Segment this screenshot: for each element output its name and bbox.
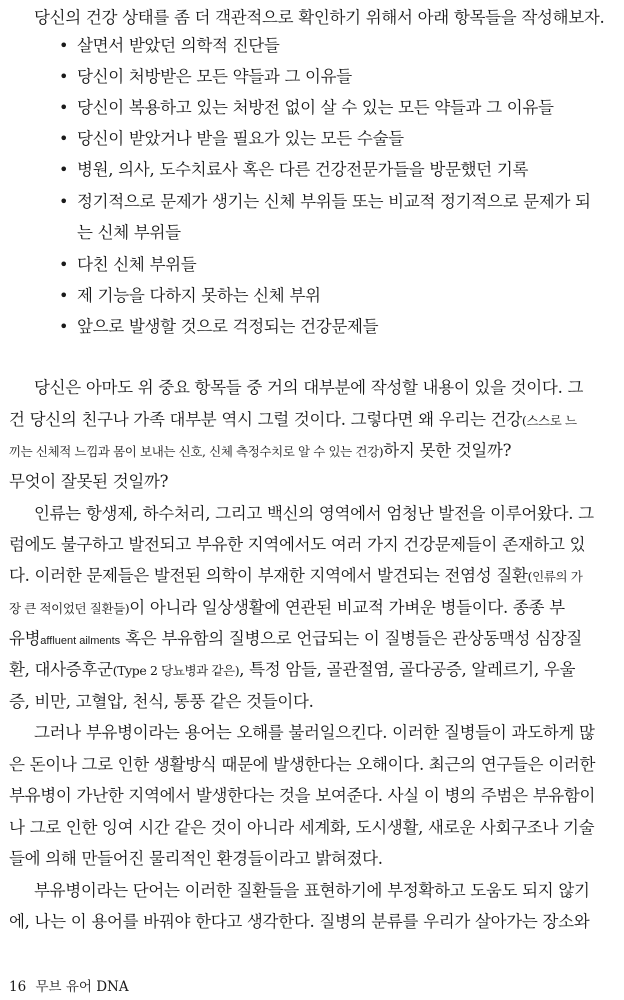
- text-run: 유병: [9, 629, 41, 648]
- paragraph-line: 당신은 아마도 위 중요 항목들 중 거의 대부분에 작성할 내용이 있을 것이다. 그: [34, 378, 584, 397]
- intro-text: 당신의 건강 상태를 좀 더 객관적으로 확인하기 위해서 아래 항목들을 작성해보자.: [34, 8, 605, 27]
- text-run: 다. 이러한 문제들은 발전된 의학이 부재한 지역에서 발견되는 전염성 질환: [9, 566, 528, 585]
- list-item-text: 앞으로 발생할 것으로 걱정되는 건강문제들: [77, 317, 379, 336]
- text-run: , 특정 암들, 골관절염, 골다공증, 알레르기, 우울: [239, 660, 576, 679]
- list-item-text: 당신이 복용하고 있는 처방전 없이 살 수 있는 모든 약들과 그 이유들: [77, 98, 554, 117]
- text-run: 환, 대사증후군: [9, 660, 113, 679]
- list-item-text: 당신이 처방받은 모든 약들과 그 이유들: [77, 67, 352, 86]
- parenthetical-note: (인류의 가: [527, 569, 583, 584]
- running-title: 무브 유어 DNA: [35, 979, 129, 995]
- text-run: 혹은 부유함의 질병으로 언급되는 이 질병들은 관상동맥성 심장질: [120, 629, 582, 648]
- bullet-marker: •: [59, 317, 69, 336]
- bullet-marker: •: [59, 286, 69, 305]
- list-item-text-continued: 는 신체 부위들: [77, 223, 181, 242]
- parenthetical-note: 끼는 신체적 느낌과 몸이 보내는 신호, 신체 측정수치로 알 수 있는 건강): [9, 444, 384, 459]
- paragraph-line: [9, 629, 582, 651]
- paragraph-line: [9, 598, 565, 619]
- paragraph-line: [9, 660, 575, 681]
- list-item-text: 살면서 받았던 의학적 진단들: [77, 36, 280, 55]
- page-footer: [9, 978, 129, 996]
- paragraph-line: 럼에도 불구하고 발전되고 부유한 지역에서도 여러 가지 건강문제들이 존재하고 있: [9, 535, 586, 554]
- bullet-marker: •: [59, 255, 69, 274]
- list-item-text: 다친 신체 부위들: [77, 255, 197, 274]
- list-item-text: 병원, 의사, 도수치료사 혹은 다른 건강전문가들을 방문했던 기록: [77, 160, 529, 179]
- paragraph-line: [9, 441, 511, 462]
- text-run: 하지 못한 것일까?: [383, 441, 512, 460]
- bullet-marker: •: [59, 129, 69, 148]
- parenthetical-note: 장 큰 적이었던 질환들): [9, 601, 130, 616]
- page-number: 16: [9, 979, 27, 995]
- bullet-marker: •: [59, 98, 69, 117]
- parenthetical-note: (Type 2 당뇨병과 같은): [112, 663, 240, 678]
- list-item-text: 제 기능을 다하지 못하는 신체 부위: [77, 286, 321, 305]
- paragraph-line: 들에 의해 만들어진 물리적인 환경들이라고 밝혀졌다.: [9, 849, 383, 868]
- bullet-marker: •: [59, 160, 69, 179]
- bullet-marker: •: [59, 192, 69, 211]
- paragraph-line: 나 그로 인한 잉여 시간 같은 것이 아니라 세계화, 도시생활, 새로운 사회구조나 기술: [9, 818, 595, 837]
- text-run: 이 아니라 일상생활에 연관된 비교적 가벼운 병들이다. 종종 부: [129, 598, 565, 617]
- paragraph-line: [9, 410, 577, 431]
- bullet-marker: •: [59, 67, 69, 86]
- paragraph-line: 부유병이 가난한 지역에서 발생한다는 것을 보여준다. 사실 이 병의 주범은 부유함이: [9, 786, 596, 805]
- english-term: affluent ailments: [40, 635, 121, 647]
- parenthetical-note: (스스로 느: [521, 413, 577, 428]
- bullet-marker: •: [59, 36, 69, 55]
- paragraph-line: 증, 비만, 고혈압, 천식, 통풍 같은 것들이다.: [9, 692, 314, 711]
- paragraph-line: 에, 나는 이 용어를 바꿔야 한다고 생각한다. 질병의 분류를 우리가 살아가는 장소와: [9, 912, 590, 931]
- paragraph-line: 부유병이라는 단어는 이러한 질환들을 표현하기에 부정확하고 도움도 되지 않기: [34, 881, 590, 900]
- list-item-text: 당신이 받았거나 받을 필요가 있는 모든 수술들: [77, 129, 404, 148]
- paragraph-line: 은 돈이나 그로 인한 생활방식 때문에 발생한다는 오해이다. 최근의 연구들은 이러한: [9, 755, 596, 774]
- paragraph-line: 그러나 부유병이라는 용어는 오해를 불러일으킨다. 이러한 질병들이 과도하게 많: [34, 723, 595, 742]
- list-item-text: 정기적으로 문제가 생기는 신체 부위들 또는 비교적 정기적으로 문제가 되: [77, 192, 591, 211]
- paragraph-line: 무엇이 잘못된 것일까?: [9, 472, 169, 491]
- text-run: 건 당신의 친구나 가족 대부분 역시 그럴 것이다. 그렇다면 왜 우리는 건강: [9, 410, 522, 429]
- paragraph-line: 인류는 항생제, 하수처리, 그리고 백신의 영역에서 엄청난 발전을 이루어왔다. 그: [34, 504, 594, 523]
- paragraph-line: [9, 566, 582, 587]
